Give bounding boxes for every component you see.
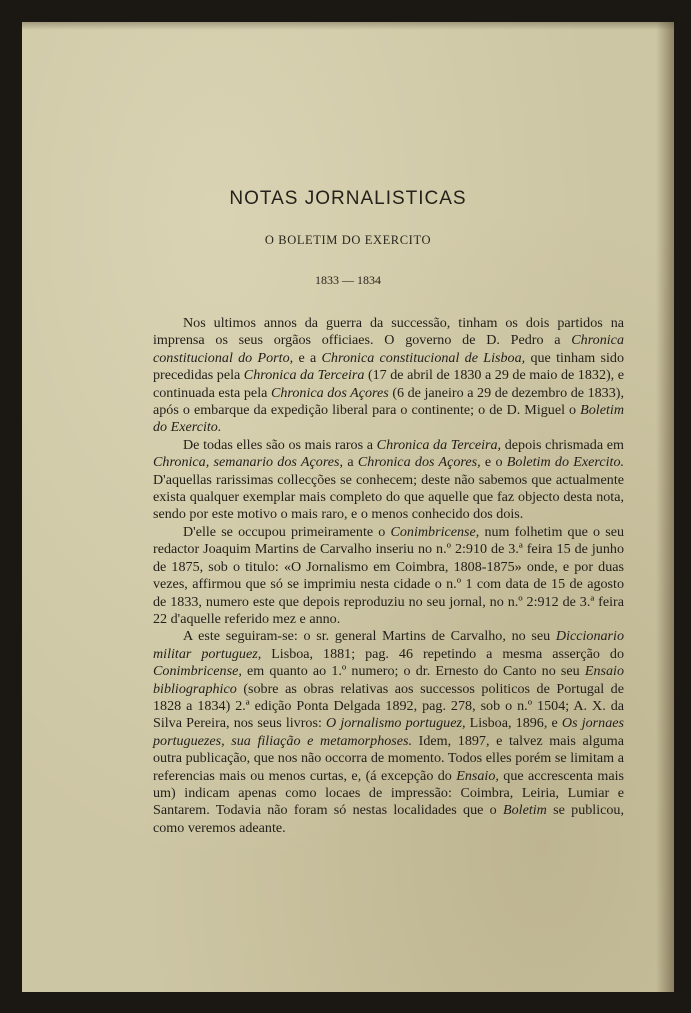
text-run: depois chrismada em	[501, 436, 624, 453]
italic-text: Chronica da Terceira,	[376, 436, 502, 453]
italic-text: Ensaio bibliographico	[153, 663, 624, 697]
italic-text: Chronica constitucional de Lisboa,	[321, 349, 526, 366]
text-run: a	[343, 454, 358, 471]
text-run: (sobre as obras relativas aos successos politicos de Portugal de 1828 a 1834) 2.ª edição Ponta Delgada 1892, pag. 278, sob o n.º 1504; A. X. da Silva Pereira, nos seus livros:	[153, 680, 624, 732]
italic-text: Conimbricense,	[390, 523, 480, 540]
text-run: num folhetim que o seu redactor Joaquim Martins de Carvalho inseriu no n.º 2:910 de 3.ª feira 15 de junho de 1875, sob o titulo: «O Jornalismo em Coimbra, 1808-1875» onde, e por duas vezes, affirmou que só se imprimiu nesta cidade o n.º 1 com data de 15 de agosto de 1833, numero este que depois reproduziu no seu jornal, no n.º 2:912 de 3.ª feira 22 d'aquelle referido mez e anno.	[153, 523, 625, 627]
text-run: que tinham sido precedidas pela	[153, 349, 625, 384]
italic-text: Diccionario militar portuguez,	[153, 628, 624, 662]
paragraph	[153, 315, 624, 437]
paragraph	[153, 437, 624, 524]
paragraph	[153, 524, 624, 628]
italic-text: Boletim	[503, 802, 547, 819]
text-run: Idem, 1897, e talvez mais alguma outra publicação, que nos não occorra de momento. Todos elles porém se limitam a referencias mais ou menos curtas, e, (á excepção do	[153, 732, 625, 784]
italic-text: Os jornaes portuguezes, sua filiação e metamorphoses.	[153, 715, 624, 749]
text-run: Lisboa, 1881; pag. 46 repetindo a mesma asserção do	[261, 645, 625, 662]
italic-text: Chronica dos Açores	[270, 384, 389, 401]
text-run: e o	[480, 454, 507, 471]
italic-text: Chronica, semanario dos Açores,	[153, 454, 344, 471]
italic-text: Ensaio,	[456, 767, 499, 784]
text-run: De todas elles são os mais raros a	[183, 436, 377, 453]
text-run: Lisboa, 1896, e	[465, 715, 562, 732]
book-page	[22, 22, 674, 992]
text-run: se publicou, como veremos adeante.	[153, 802, 624, 836]
date-range: 1833 — 1834	[315, 273, 381, 287]
top-edge-shadow	[22, 22, 674, 30]
text-run: D'aquellas rarissimas collecções se conhecem; deste não sabemos que actualmente exista qualquer exemplar mais completo do que aquelle que faz objecto desta nota, sendo por este motivo o mais raro, e o menos conhecido dos dois.	[153, 471, 624, 523]
page-title: NOTAS JORNALISTICAS	[229, 188, 467, 209]
italic-text: Boletim do Exercito.	[153, 402, 624, 436]
page-gutter	[656, 22, 674, 992]
italic-text: O jornalismo portuguez,	[326, 715, 466, 732]
italic-text: Chronica da Terceira	[243, 367, 365, 384]
text-run: D'elle se occupou primeiramente o	[183, 523, 391, 540]
text-run: A este seguiram-se: o sr. general Martins de Carvalho, no seu	[183, 628, 556, 645]
italic-text: Conimbricense,	[153, 663, 242, 680]
text-run: (17 de abril de 1830 a 29 de maio de 1832), e continuada esta pela	[153, 367, 624, 401]
italic-text: Chronica dos Açores,	[357, 454, 481, 471]
text-run: Nos ultimos annos da guerra da successão, tinham os dois partidos na imprensa os seus orgãos officiaes. O governo de D. Pedro a	[153, 315, 624, 349]
body-text	[153, 315, 624, 837]
text-run: em quanto ao 1.º numero; o dr. Ernesto do Canto no seu	[241, 663, 585, 680]
text-run: que accrescenta mais um) indicam apenas como locaes de impressão: Coimbra, Leiria, Lumiar e Santarem. Todavia não foram só nestas localidades que o	[153, 767, 624, 819]
italic-text: Chronica constitucional do Porto,	[153, 332, 624, 366]
text-run: (6 de janeiro a 29 de dezembro de 1833), após o embarque da expedição liberal para o continente; o de D. Miguel o	[153, 384, 624, 419]
italic-text: Boletim do Exercito.	[506, 454, 625, 471]
section-subtitle: O BOLETIM DO EXERCITO	[264, 233, 432, 247]
paragraph	[153, 628, 624, 837]
text-run: e a	[293, 349, 322, 366]
